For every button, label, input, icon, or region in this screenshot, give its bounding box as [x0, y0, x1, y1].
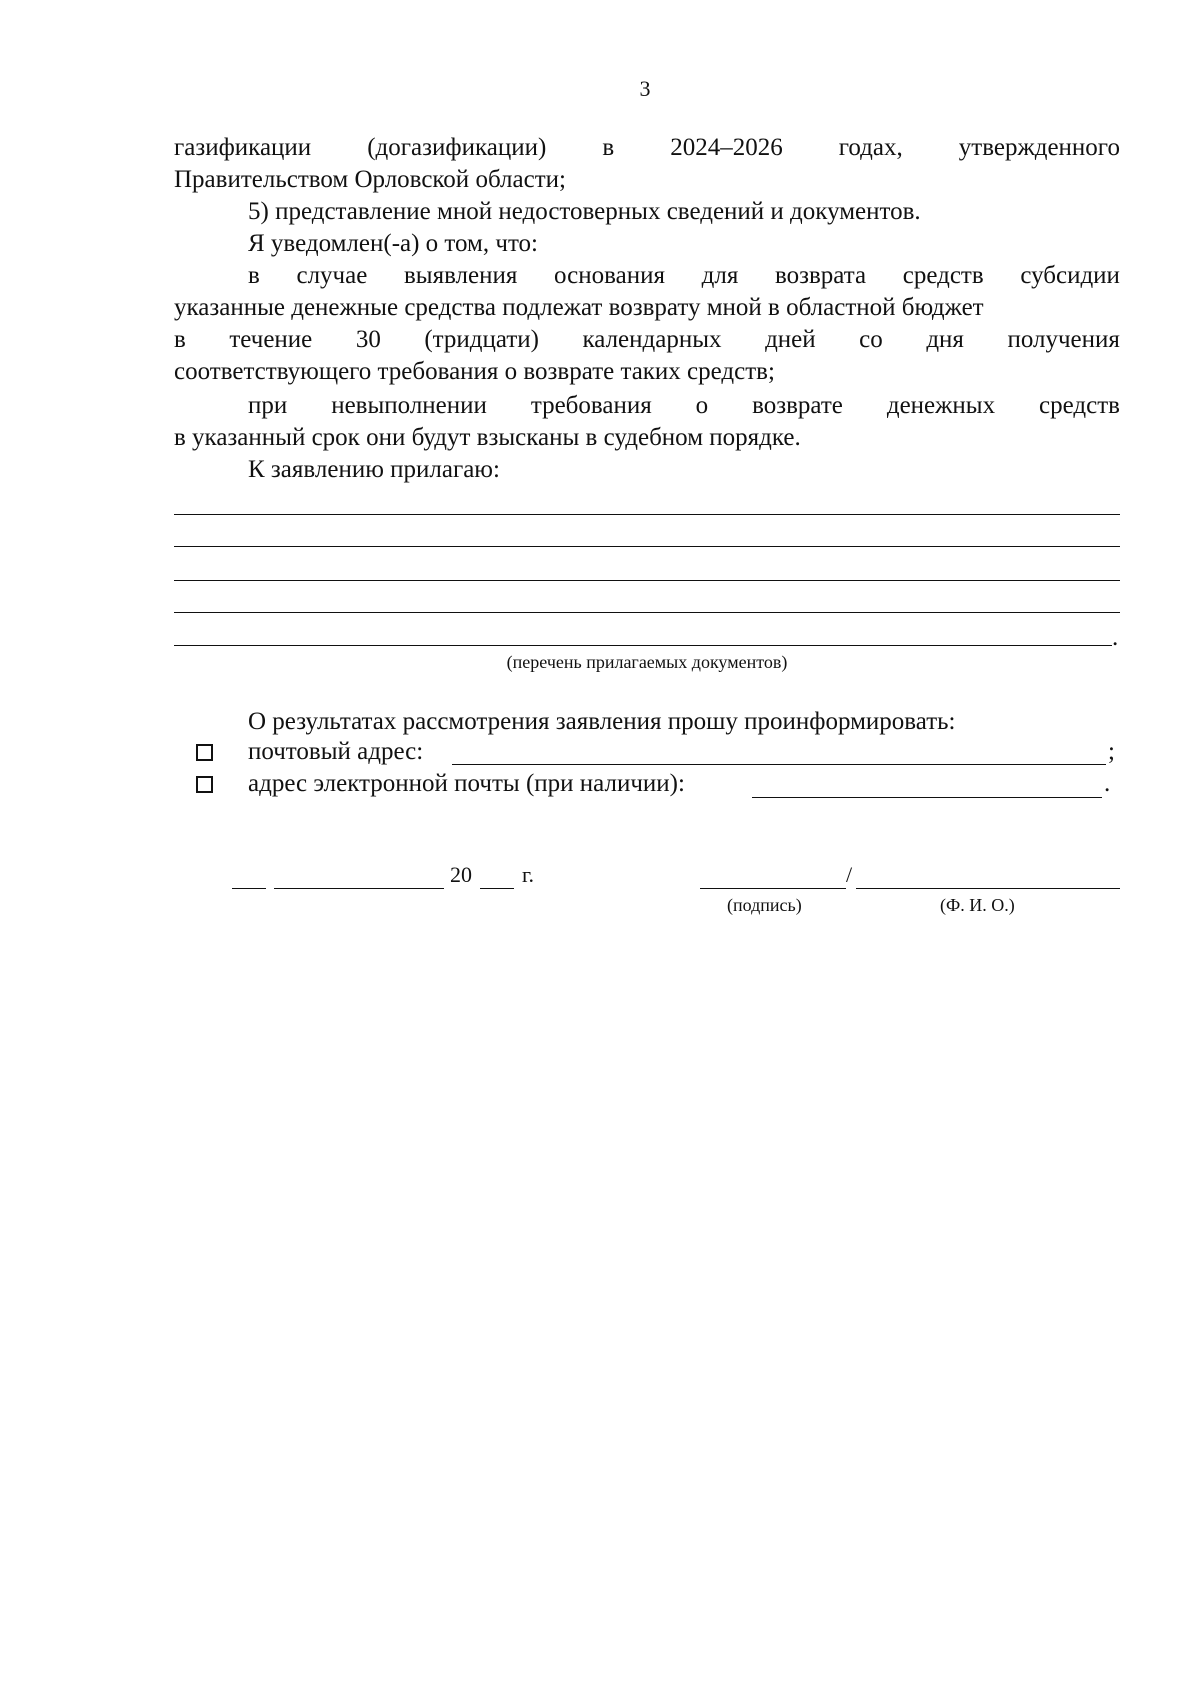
word: субсидии [1020, 262, 1120, 289]
nonpayment-line1 [248, 390, 1120, 422]
word: годах, [838, 134, 903, 161]
refund-line3 [174, 324, 1120, 356]
year-prefix: 20 [450, 862, 472, 887]
word: в [248, 262, 260, 289]
word: в [174, 326, 186, 353]
signature-caption: (подпись) [727, 895, 802, 915]
year-suffix: г. [522, 862, 535, 887]
word: выявления [403, 262, 518, 289]
word: при [248, 392, 288, 419]
date-day-field[interactable] [232, 888, 266, 889]
word: календарных [582, 326, 722, 353]
para1-line1 [174, 132, 1120, 164]
notified-line: Я уведомлен(-а) о том, что: [248, 230, 538, 257]
email-field[interactable] [752, 797, 1102, 798]
signature-slash: / [846, 862, 853, 887]
refund-line4: соответствующего требования о возврате таких средств; [174, 358, 775, 385]
word: в [602, 134, 615, 161]
word: основания [554, 262, 665, 289]
signature-field[interactable] [700, 888, 846, 889]
refund-line2: указанные денежные средства подлежат возврату мной в областной бюджет [174, 294, 984, 321]
word: средств [1039, 392, 1120, 419]
attach-blank-line[interactable] [174, 514, 1120, 515]
email-checkbox[interactable] [196, 776, 213, 793]
word: 2024–2026 [670, 134, 783, 161]
word: дней [765, 326, 816, 353]
word: получения [1007, 326, 1120, 353]
postal-checkbox[interactable] [196, 744, 213, 761]
word: (догазификации) [367, 134, 547, 161]
word: 30 [355, 326, 381, 353]
postal-end: ; [1108, 738, 1115, 765]
word: о [695, 392, 709, 419]
word: для [701, 262, 739, 289]
postal-address-field[interactable] [452, 764, 1106, 765]
refund-line1 [248, 260, 1120, 292]
postal-label: почтовый адрес: [248, 738, 424, 765]
para1-line2: Правительством Орловской области; [174, 166, 566, 193]
word: возврата [774, 262, 867, 289]
word: требования [530, 392, 652, 419]
word: возврате [752, 392, 843, 419]
attach-end-period: . [1112, 624, 1119, 651]
attach-blank-line[interactable] [174, 645, 1112, 646]
inform-label: О результатах рассмотрения заявления прошу проинформировать: [248, 708, 956, 735]
page-number: 3 [639, 76, 651, 101]
attach-caption: (перечень прилагаемых документов) [506, 652, 788, 672]
word: газификации [174, 134, 312, 161]
attach-label: К заявлению прилагаю: [248, 456, 500, 483]
fio-caption: (Ф. И. О.) [940, 895, 1015, 915]
email-end: . [1104, 770, 1111, 797]
word: случае [296, 262, 368, 289]
attach-blank-line[interactable] [174, 580, 1120, 581]
attach-blank-line[interactable] [174, 612, 1120, 613]
word: дня [926, 326, 964, 353]
word: невыполнении [331, 392, 487, 419]
word: течение [229, 326, 313, 353]
nonpayment-line2: в указанный срок они будут взысканы в судебном порядке. [174, 424, 801, 451]
word: (тридцати) [424, 326, 539, 353]
date-month-field[interactable] [274, 888, 444, 889]
word: со [859, 326, 883, 353]
word: денежных [886, 392, 996, 419]
word: средств [902, 262, 984, 289]
item-5: 5) представление мной недостоверных сведений и документов. [248, 198, 921, 225]
word: утвержденного [958, 134, 1120, 161]
fio-field[interactable] [856, 888, 1120, 889]
attach-blank-line[interactable] [174, 546, 1120, 547]
email-label: адрес электронной почты (при наличии): [248, 770, 685, 797]
date-year-field[interactable] [480, 888, 514, 889]
